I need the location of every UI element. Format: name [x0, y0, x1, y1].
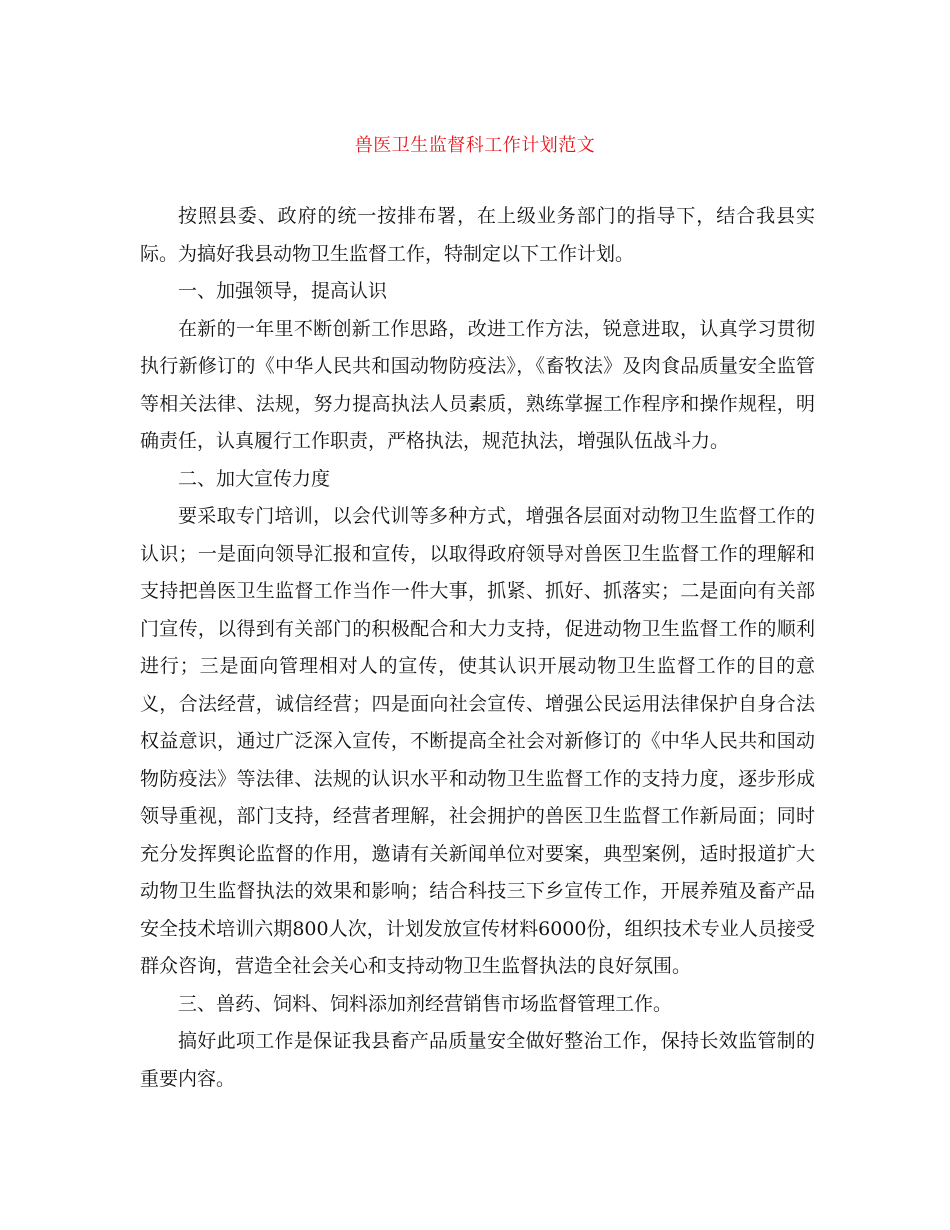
- paragraph-section-3: 搞好此项工作是保证我县畜产品质量安全做好整治工作，保持长效监管制的重要内容。: [140, 1030, 815, 1090]
- paragraph-section-2: 要采取专门培训，以会代训等多种方式，增强各层面对动物卫生监督工作的认识；一是面向领导汇报和宣传，以取得政府领导对兽医卫生监督工作的理解和支持把兽医卫生监督工作当作一件大事，抓紧、抓好、抓落实；二是面向有关部门宣传，以得到有关部门的积极配合和大力支持，促进动物卫生监督工作的顺利进行；三是面向管理相对人的宣传，使其认识开展动物卫生监督工作的目的意义，合法经营，诚信经营；四是面向社会宣传、增强公民运用法律保护自身合法权益意识，通过广泛深入宣传，不断提高全社会对新修订的《中华人民共和国动物防疫法》等法律、法规的认识水平和动物卫生监督工作的支持力度，逐步形成领导重视，部门支持，经营者理解，社会拥护的兽医卫生监督工作新局面；同时充分发挥舆论监督的作用，邀请有关新闻单位对要案，典型案例，适时报道扩大动物卫生监督执法的效果和影响；结合科技三下乡宣传工作，开展养殖及畜产品安全技术培训六期800人次，计划发放宣传材料6000份，组织技术专业人员接受群众咨询，营造全社会关心和支持动物卫生监督执法的良好氛围。: [140, 505, 815, 977]
- document-body: [140, 198, 815, 1098]
- section-heading-2: 二、加大宣传力度: [178, 467, 331, 490]
- paragraph-section-1: 在新的一年里不断创新工作思路，改进工作方法，锐意进取，认真学习贯彻执行新修订的《中华人民共和国动物防疫法》，《畜牧法》及肉食品质量安全监管等相关法律、法规，努力提高执法人员素质，熟练掌握工作程序和操作规程，明确责任，认真履行工作职责，严格执法，规范执法，增强队伍战斗力。: [140, 317, 815, 452]
- section-heading-3: 三、兽药、饲料、饲料添加剂经营销售市场监督管理工作。: [178, 992, 673, 1015]
- section-heading-1: 一、加强领导，提高认识: [178, 280, 388, 302]
- paragraph-intro: 按照县委、政府的统一按排布署，在上级业务部门的指导下，结合我县实际。为搞好我县动物卫生监督工作，特制定以下工作计划。: [140, 205, 815, 265]
- document-title: 兽医卫生监督科工作计划范文: [354, 135, 596, 156]
